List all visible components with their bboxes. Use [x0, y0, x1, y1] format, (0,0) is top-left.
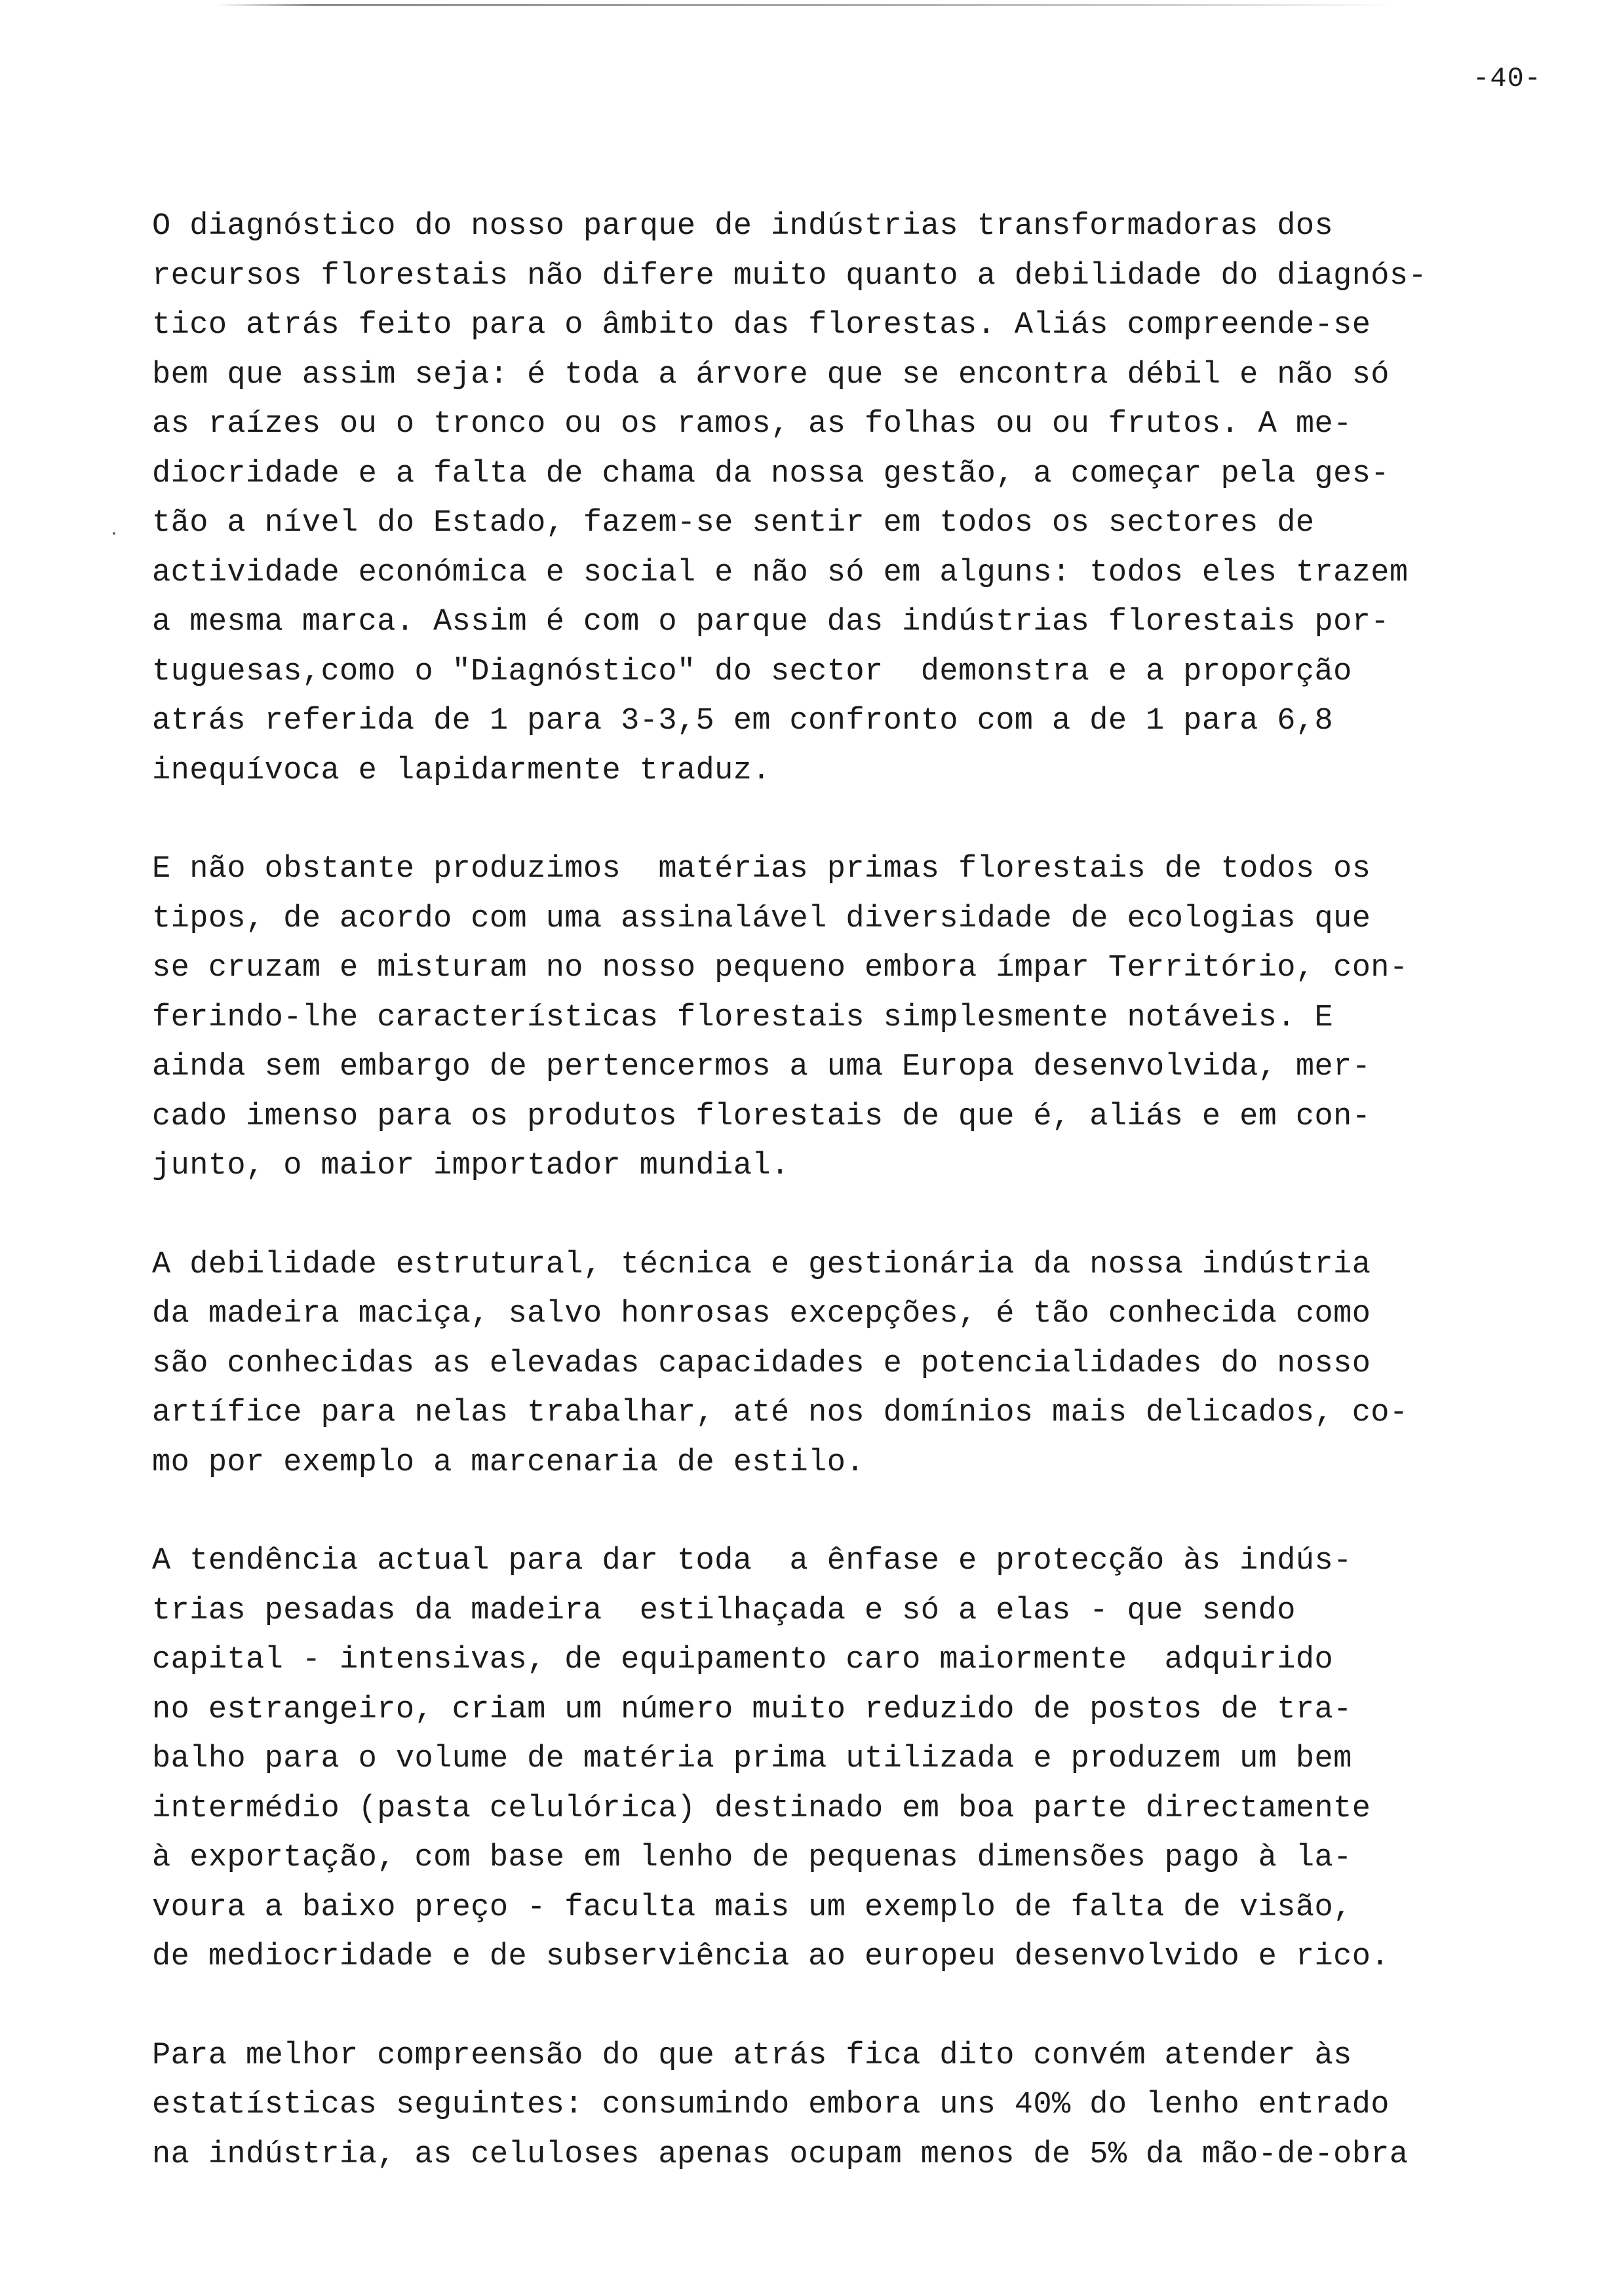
paragraph — [152, 202, 1489, 795]
text-line: A debilidade estrutural, técnica e gestionária da nossa indústria — [152, 1247, 1371, 1282]
text-line: tipos, de acordo com uma assinalável diversidade de ecologias que — [152, 901, 1371, 936]
text-line: tão a nível do Estado, fazem-se sentir em todos os sectores de — [152, 506, 1315, 541]
text-line: voura a baixo preço - faculta mais um exemplo de falta de visão, — [152, 1890, 1352, 1925]
text-line: as raízes ou o tronco ou os ramos, as folhas ou ou frutos. A me- — [152, 407, 1352, 442]
text-line: capital - intensivas, de equipamento caro maiormente adquirido — [152, 1643, 1334, 1677]
text-line: junto, o maior importador mundial. — [152, 1149, 790, 1183]
text-line: recursos florestais não difere muito quanto a debilidade do diagnós- — [152, 258, 1428, 294]
text-line: atrás referida de 1 para 3-3,5 em confronto com a de 1 para 6,8 — [152, 704, 1334, 738]
text-line: artífice para nelas trabalhar, até nos domínios mais delicados, co- — [152, 1396, 1409, 1430]
text-line: O diagnóstico do nosso parque de indústrias transformadoras dos — [152, 209, 1334, 244]
paragraph — [152, 845, 1489, 1191]
text-line: mo por exemplo a marcenaria de estilo. — [152, 1445, 865, 1480]
text-line: a mesma marca. Assim é com o parque das indústrias florestais por- — [152, 605, 1390, 640]
text-line: tuguesas,como o "Diagnóstico" do sector demonstra e a proporção — [152, 654, 1352, 689]
text-line: Para melhor compreensão do que atrás fica dito convém atender às — [152, 2038, 1352, 2073]
page-body — [152, 202, 1489, 2229]
text-line: E não obstante produzimos matérias primas florestais de todos os — [152, 852, 1371, 887]
paragraph — [152, 1537, 1489, 1982]
text-line: balho para o volume de matéria prima utilizada e produzem um bem — [152, 1742, 1352, 1776]
text-line: actividade económica e social e não só em alguns: todos eles trazem — [152, 555, 1409, 590]
page-number: -40- — [1473, 63, 1542, 94]
text-line: cado imenso para os produtos florestais de que é, aliás e em con- — [152, 1099, 1371, 1134]
text-line: diocridade e a falta de chama da nossa gestão, a começar pela ges- — [152, 456, 1390, 491]
text-line: no estrangeiro, criam um número muito reduzido de postos de tra- — [152, 1692, 1352, 1727]
text-line: da madeira maciça, salvo honrosas excepções, é tão conhecida como — [152, 1297, 1371, 1331]
top-scan-rule — [216, 4, 1396, 6]
text-line: A tendência actual para dar toda a ênfase e protecção às indús- — [152, 1544, 1352, 1578]
text-line: intermédio (pasta celulórica) destinado em boa parte directamente — [152, 1791, 1371, 1826]
text-line: na indústria, as celuloses apenas ocupam menos de 5% da mão-de-obra — [152, 2137, 1409, 2172]
text-line: trias pesadas da madeira estilhaçada e só a elas - que sendo — [152, 1593, 1296, 1628]
text-line: se cruzam e misturam no nosso pequeno embora ímpar Território, con- — [152, 951, 1409, 985]
text-line: ferindo-lhe características florestais simplesmente notáveis. E — [152, 1000, 1334, 1035]
paragraph — [152, 2031, 1489, 2180]
text-line: inequívoca e lapidarmente traduz. — [152, 753, 771, 788]
text-line: ainda sem embargo de pertencermos a uma Europa desenvolvida, mer- — [152, 1050, 1371, 1084]
paragraph — [152, 1240, 1489, 1488]
text-line: bem que assim seja: é toda a árvore que se encontra débil e não só — [152, 357, 1390, 392]
text-line: tico atrás feito para o âmbito das florestas. Aliás compreende-se — [152, 308, 1371, 343]
text-line: de mediocridade e de subserviência ao europeu desenvolvido e rico. — [152, 1940, 1390, 1974]
text-line: estatísticas seguintes: consumindo embora uns 40% do lenho entrado — [152, 2088, 1390, 2122]
text-line: são conhecidas as elevadas capacidades e potencialidades do nosso — [152, 1346, 1371, 1381]
text-line: à exportação, com base em lenho de pequenas dimensões pago à la- — [152, 1841, 1352, 1875]
margin-mark — [113, 532, 115, 535]
